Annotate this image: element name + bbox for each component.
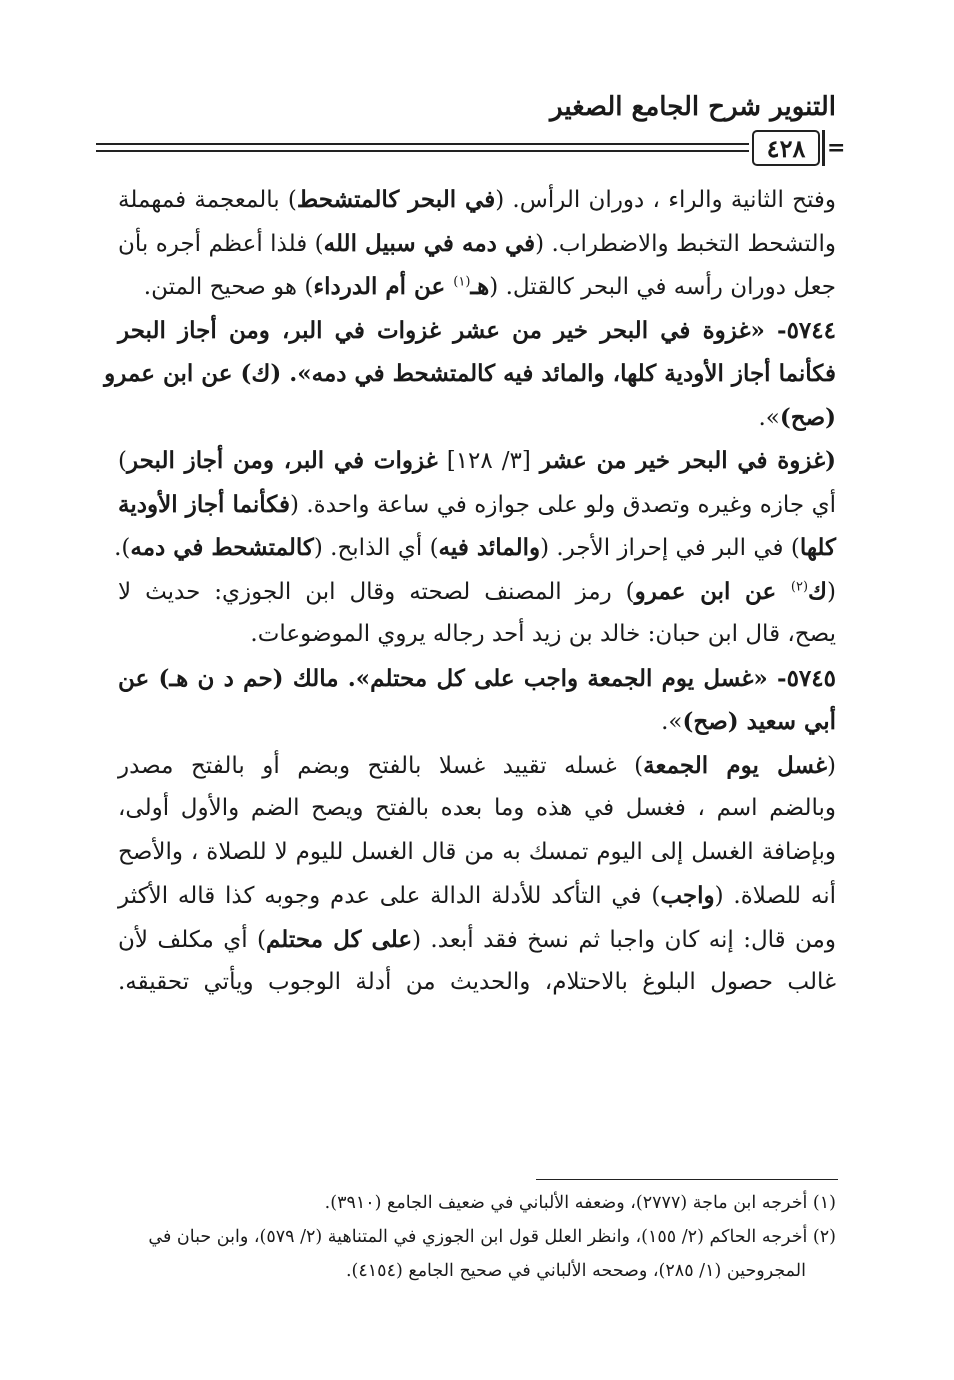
text-line <box>118 787 836 831</box>
text-span: ». <box>758 404 780 431</box>
bold-text: والمائد فيه <box>438 534 541 561</box>
text-line <box>118 265 836 309</box>
footnote-separator <box>536 1179 838 1180</box>
page-number: ٤٢٨ <box>766 133 806 163</box>
bold-text: غزوات في البر، ومن أجاز البحر <box>126 447 438 474</box>
text-span: ) فلذا أعظم أجره بأن <box>118 230 324 257</box>
text-line <box>118 222 836 266</box>
page-number-box <box>752 130 820 166</box>
bold-text: على كل محتلم <box>265 925 413 953</box>
bold-text: كالمتشحط في دمه <box>130 534 314 561</box>
text-span: ) في التأكد للأدلة الدالة على عدم وجوبه كذا قاله الأكثر <box>118 883 661 909</box>
text-span: ومن قال: إنه كان واجبا ثم نسخ فقد أبعد. ( <box>412 926 836 953</box>
text-span: ) أي مكلف لأن <box>118 926 266 953</box>
bold-text: في البحر كالمتشحط <box>296 186 496 213</box>
text-span: غالب حصول البلوغ بالاحتلام، والحديث من أدلة الوجوب ويأتي تحقيقه. <box>118 969 836 995</box>
page-number-ornament <box>822 130 825 166</box>
bold-text: غسل يوم الجمعة <box>643 751 828 779</box>
text-line <box>118 178 836 222</box>
footnote-line: المجروحين (١/ ٢٨٥)، وصححه الألباني في صحيح الجامع (٤١٥٤). <box>345 1261 806 1281</box>
bold-text: ك <box>808 577 828 605</box>
text-span: ) رمز المصنف لصحته وقال ابن الجوزي: حديث لا <box>118 578 635 605</box>
footnote-line: (٢) أخرجه الحاكم (٢/ ١٥٥)، وانظر العلل قول ابن الجوزي في المتناهية (٢/ ٥٧٩)، وابن حبان في <box>148 1227 836 1247</box>
text-span: ) هو صحيح المتن. <box>143 274 314 300</box>
text-line <box>118 744 836 788</box>
header-rule-top <box>96 143 749 145</box>
text-line <box>114 526 836 570</box>
text-line <box>118 700 836 744</box>
text-span: والتشحط التخبط والاضطراب. ( <box>535 230 836 257</box>
bold-text: فكأنما أجاز الأودية كلها، والمائد فيه كالمتشحط في دمه». (ك) عن ابن عمرو <box>104 360 836 387</box>
text-span: أنه للصلاة. ( <box>714 883 836 909</box>
text-line <box>118 613 836 657</box>
footnote-ref: (١) <box>453 274 471 290</box>
text-span: جعل دوران رأسه في البحر كالقتل. ( <box>489 274 836 300</box>
text-span: ( <box>827 578 836 605</box>
text-span: ». <box>661 709 683 735</box>
text-span: وفتح الثانية والراء ، دوران الرأس. ( <box>495 187 836 213</box>
footnote-ref: (٢) <box>790 578 809 594</box>
text-line <box>118 570 836 614</box>
text-line <box>118 874 836 918</box>
bold-text: ٥٧٤٥- «غسل يوم الجمعة واجب على كل محتلم». مالك (حم د ن هـ) عن <box>118 664 836 692</box>
bold-text: في دمه في سبيل الله <box>323 229 536 257</box>
bold-text: فكأنما أجاز الأودية <box>118 490 290 518</box>
bold-text: عن أم الدرداء <box>313 273 454 300</box>
text-span: ) في البر في إحراز الأجر. ( <box>540 535 800 561</box>
text-line <box>118 918 836 962</box>
text-line <box>118 309 836 353</box>
text-line <box>118 483 836 527</box>
footnotes <box>118 1186 836 1288</box>
text-span: [٣/ ١٢٨] <box>437 448 540 474</box>
text-line <box>118 831 836 875</box>
text-line <box>118 657 836 701</box>
running-header-title: التنوير شرح الجامع الصغير <box>550 92 836 122</box>
bold-text: واجب <box>660 882 715 909</box>
page-number-ornament-mark: = <box>827 135 846 161</box>
bold-text: (صح) <box>779 403 836 431</box>
text-span: ). <box>114 535 131 561</box>
text-span: ( <box>827 752 836 779</box>
bold-text: عن ابن عمرو <box>634 577 791 605</box>
footnote-line: (١) أخرجه ابن ماجة (٢٧٧٧)، وضعفه الألباني في ضعيف الجامع (٣٩١٠). <box>324 1193 836 1213</box>
main-text <box>104 178 836 1005</box>
text-span: وبإضافة الغسل إلى اليوم تمسك به من قال الغسل لليوم لا للصلاة ، والأصح <box>118 838 836 865</box>
bold-text: هـ <box>470 273 490 300</box>
bold-text: (غزوة في البحر خير من عشر <box>539 447 836 474</box>
header-rule-bottom <box>96 150 749 152</box>
text-span: ) بالمعجمة فمهملة <box>118 187 297 213</box>
text-span: أي جازه وغيره وتصدق ولو على جوازه في ساعة واحدة. ( <box>289 491 836 518</box>
bold-text: أبي سعيد (صح) <box>682 708 836 735</box>
text-line <box>118 396 836 440</box>
text-line <box>118 439 836 483</box>
text-span: وبالضم اسم ، فغسل في هذه وما بعده بالفتح ويصح الضم والأول أولى، <box>118 795 836 821</box>
bold-text: كلها <box>799 534 836 561</box>
bold-text: ٥٧٤٤- «غزوة في البحر خير من عشر غزوات في البر، ومن أجاز البحر <box>118 316 836 344</box>
text-span: ) <box>118 448 127 474</box>
text-line <box>104 352 836 396</box>
text-line <box>118 961 836 1005</box>
text-span: ) غسله تقييد غسلا بالفتح وبضم أو بالفتح مصدر <box>118 752 644 779</box>
text-span: ) أي الذابح. ( <box>313 535 439 561</box>
text-span: يصح، قال ابن حبان: خالد بن زيد أحد رجاله يروي الموضوعات. <box>250 621 836 647</box>
